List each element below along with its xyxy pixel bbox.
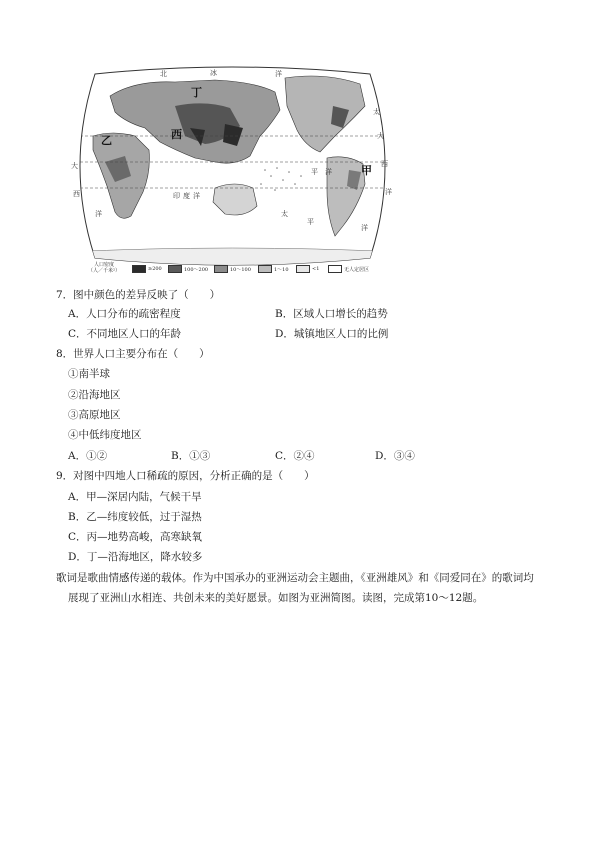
ocean-char: 洋 <box>193 192 200 200</box>
legend-label: ≥200 <box>148 266 162 272</box>
q7-option-c[interactable]: C．不同地区人口的年龄 <box>68 328 182 340</box>
legend-item <box>258 265 289 273</box>
ocean-char: 平 <box>311 168 318 176</box>
label-ding: 丁 <box>191 86 202 99</box>
ocean-char: 大 <box>71 162 78 170</box>
legend-label: 无人定居区 <box>344 266 370 273</box>
map-legend <box>88 262 388 276</box>
legend-swatch <box>328 265 342 273</box>
ocean-char: 洋 <box>325 168 332 176</box>
legend-label: 1～10 <box>274 266 289 273</box>
ocean-char: 西 <box>381 160 388 168</box>
label-jia: 甲 <box>361 164 372 177</box>
legend-swatch <box>296 265 310 273</box>
legend-label: 10～100 <box>230 266 251 273</box>
q9-option-d[interactable]: D．丁—沿海地区，降水较多 <box>68 551 203 563</box>
q8-item-3: ③高原地区 <box>68 409 121 421</box>
ocean-char: 洋 <box>275 70 282 78</box>
legend-title-line2: （人／千米²） <box>88 268 121 274</box>
q9-option-c[interactable]: C．丙—地势高峻，高寒缺氧 <box>68 531 203 543</box>
ocean-char: 印 <box>173 192 180 200</box>
ocean-char: 洋 <box>361 224 368 232</box>
legend-label: <1 <box>312 266 320 272</box>
legend-item <box>328 265 369 273</box>
legend-item <box>214 265 251 273</box>
map-svg <box>65 66 400 266</box>
world-population-map <box>65 66 400 276</box>
legend-item <box>168 265 208 273</box>
legend-swatch <box>132 265 146 273</box>
label-xi: 西 <box>171 128 182 141</box>
legend-swatch <box>258 265 272 273</box>
ocean-char: 平 <box>307 218 314 226</box>
q7-option-d[interactable]: D．城镇地区人口的比例 <box>275 328 389 340</box>
q8-option-d[interactable]: D．③④ <box>375 450 415 462</box>
q8-option-c[interactable]: C．②④ <box>275 450 315 462</box>
q7-option-b[interactable]: B．区域人口增长的趋势 <box>275 308 388 320</box>
q8-item-2: ②沿海地区 <box>68 389 121 401</box>
q8-stem: 8．世界人口主要分布在（ ） <box>56 348 210 360</box>
legend-label: 100～200 <box>184 266 209 273</box>
legend-item <box>132 265 162 273</box>
legend-item <box>296 265 319 273</box>
ocean-char: 北 <box>160 70 167 78</box>
q8-item-1: ①南半球 <box>68 368 110 380</box>
legend-swatch <box>214 265 228 273</box>
q8-option-b[interactable]: B．①③ <box>171 450 211 462</box>
q9-option-b[interactable]: B．乙—纬度较低，过于湿热 <box>68 511 202 523</box>
q9-option-a[interactable]: A．甲—深居内陆，气候干旱 <box>68 491 202 503</box>
ocean-char: 冰 <box>210 69 217 77</box>
ocean-char: 洋 <box>385 188 392 196</box>
legend-swatch <box>168 265 182 273</box>
q8-option-a[interactable]: A．①② <box>68 450 108 462</box>
q7-option-a[interactable]: A．人口分布的疏密程度 <box>68 308 181 320</box>
ocean-char: 太 <box>373 108 380 116</box>
ocean-char: 大 <box>377 132 384 140</box>
ocean-char: 洋 <box>95 210 102 218</box>
q7-stem: 7．图中颜色的差异反映了（ ） <box>56 289 221 301</box>
ocean-char: 西 <box>73 190 80 198</box>
intro-line-2: 展现了亚洲山水相连、共创未来的美好愿景。如图为亚洲简图。读图，完成第10～12题。 <box>68 592 484 604</box>
intro-line-1: 歌词是歌曲情感传递的载体。作为中国承办的亚洲运动会主题曲，《亚洲雄风》和《同爱同在》的歌词均 <box>56 572 534 584</box>
ocean-char: 度 <box>183 192 190 200</box>
label-yi: 乙 <box>101 134 112 147</box>
legend-title-line1: 人口密度 <box>93 262 114 268</box>
legend-title <box>88 262 120 274</box>
q9-stem: 9．对图中四地人口稀疏的原因，分析正确的是（ ） <box>56 470 315 482</box>
q8-item-4: ④中低纬度地区 <box>68 429 142 441</box>
ocean-char: 太 <box>281 210 288 218</box>
